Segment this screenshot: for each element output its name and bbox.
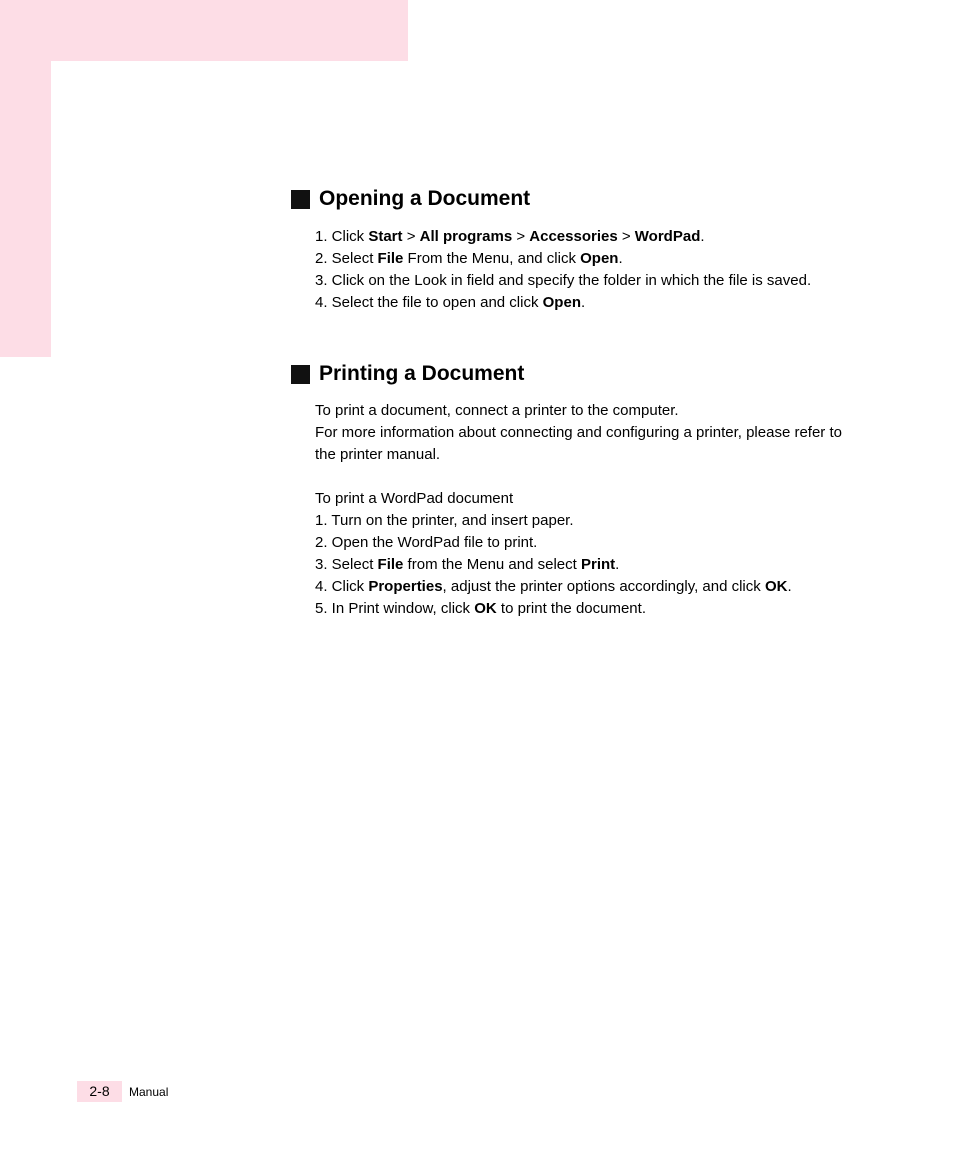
page-number: 2-8	[77, 1081, 122, 1102]
step-line: 5. In Print window, click OK to print the document.	[315, 600, 646, 617]
bold-term: OK	[764, 578, 788, 595]
printing-steps	[315, 488, 855, 620]
intro-line: To print a document, connect a printer to the computer.	[315, 402, 679, 419]
printing-intro	[315, 400, 855, 466]
bold-term: Open	[580, 250, 619, 267]
opening-steps	[315, 226, 855, 314]
bold-term: File	[377, 250, 404, 267]
footer-label: Manual	[129, 1084, 169, 1099]
bold-term: Accessories	[529, 228, 618, 245]
bold-term: Properties	[368, 578, 443, 595]
step-line: 1. Click Start > All programs > Accessories > WordPad.	[315, 228, 705, 245]
bold-term: File	[377, 556, 404, 573]
steps-subheading: To print a WordPad document	[315, 490, 514, 507]
step-line: 4. Click Properties, adjust the printer options accordingly, and click OK.	[315, 578, 792, 595]
step-line: 3. Select File from the Menu and select Print.	[315, 556, 620, 573]
step-line: 1. Turn on the printer, and insert paper.	[315, 512, 574, 529]
side-band	[0, 61, 51, 357]
step-line: 3. Click on the Look in field and specify the folder in which the file is saved.	[315, 272, 812, 289]
step-line: 4. Select the file to open and click Open.	[315, 294, 586, 311]
section-title-opening	[291, 186, 530, 212]
black-square-icon	[291, 190, 310, 209]
bold-term: Open	[542, 294, 581, 311]
intro-line: the printer manual.	[315, 446, 441, 463]
header-band	[0, 0, 408, 61]
intro-line: For more information about connecting and configuring a printer, please refer to	[315, 424, 842, 441]
bold-term: Start	[368, 228, 403, 245]
section-title-text: Printing a Document	[319, 362, 525, 385]
black-square-icon	[291, 365, 310, 384]
bold-term: WordPad	[634, 228, 701, 245]
page-footer	[77, 1081, 168, 1102]
step-line: 2. Select File From the Menu, and click Open.	[315, 250, 623, 267]
step-line: 2. Open the WordPad file to print.	[315, 534, 538, 551]
bold-term: All programs	[419, 228, 513, 245]
bold-term: Print	[580, 556, 616, 573]
section-title-text: Opening a Document	[319, 187, 531, 210]
bold-term: OK	[474, 600, 497, 617]
section-title-printing	[291, 361, 524, 387]
